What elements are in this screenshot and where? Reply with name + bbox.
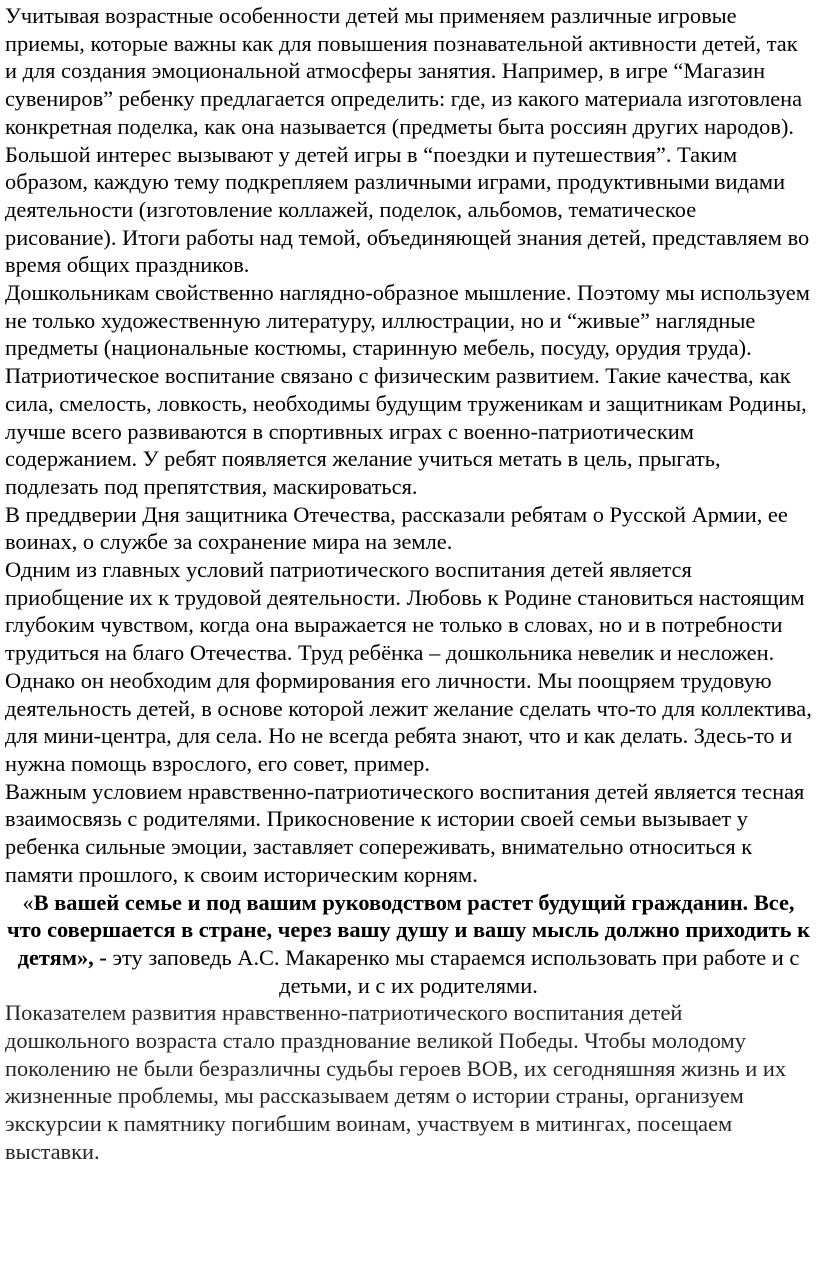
paragraph-labor: Одним из главных условий патриотического воспитания детей является приобщение их к трудовой деятельности. Любовь к Родине становиться настоящим глубоким чувством, когда она выражается не только в словах, но и в потребности трудиться на благо Отечества. Труд ребёнка – дошкольника невелик и несложен. Однако он необходим для формирования его личности. Мы поощряем трудовую деятельность детей, в основе которой лежит желание сделать что-то для коллектива, для мини-центра, для села. Но не всегда ребята знают, что и как делать. Здесь-то и нужна помощь взрослого, его совет, пример.: [5, 557, 812, 776]
quote-normal-text: эту заповедь А.С. Макаренко мы стараемся использовать при работе и с детьми, и с их родителями.: [106, 944, 800, 998]
paragraph-visual-thinking: Дошкольникам свойственно наглядно-образное мышление. Поэтому мы используем не только художественную литературу, иллюстрации, но и “живые” наглядные предметы (национальные костюмы, старинную мебель, посуду, орудия труда). Патриотическое воспитание связано с физическим развитием. Такие качества, как сила, смелость, ловкость, необходимы будущим труженикам и защитникам Родины, лучше всего развиваются в спортивных играх с военно-патриотическим содержанием. У ребят появляется желание учиться метать в цель, прыгать, подлезать под препятствия, маскироваться.: [5, 280, 810, 499]
paragraph-defender-day: В преддверии Дня защитника Отечества, рассказали ребятам о Русской Армии, ее воинах, о службе за сохранение мира на земле.: [5, 501, 788, 555]
paragraph-victory: Показателем развития нравственно-патриотического воспитания детей дошкольного возраста стало празднование великой Победы. Чтобы молодому поколению не были безразличны судьбы героев ВОВ, их сегодняшняя жизнь и их жизненные проблемы, мы рассказываем детям о истории страны, организуем экскурсии к памятнику погибшим воинам, участвуем в митингах, посещаем выставки.: [5, 1000, 787, 1164]
quote-open-mark: «: [22, 889, 34, 915]
quote-bold-text: В вашей семье и под вашим руководством растет будущий гражданин. Все, что совершается в стране, через вашу душу и вашу мысль должно приходить к детям», -: [6, 889, 811, 970]
paragraph-parents: Важным условием нравственно-патриотического воспитания детей является тесная взаимосвязь с родителями. Прикосновение к истории своей семьи вызывает у ребенка сильные эмоции, заставляет сопереживать, внимательно относиться к памяти прошлого, к своим историческим корням.: [5, 778, 805, 887]
makarenko-quote: [5, 889, 812, 1000]
paragraph-games: Учитывая возрастные особенности детей мы применяем различные игровые приемы, которые важны как для повышения познавательной активности детей, так и для создания эмоциональной атмосферы занятия. Например, в игре “Магазин сувениров” ребенку предлагается определить: где, из какого материала изготовлена конкретная поделка, как она называется (предметы быта россиян других народов). Большой интерес вызывают у детей игры в “поездки и путешествия”. Таким образом, каждую тему подкрепляем различными играми, продуктивными видами деятельности (изготовление коллажей, поделок, альбомов, тематическое рисование). Итоги работы над темой, объединяющей знания детей, представляем во время общих праздников.: [5, 3, 810, 278]
